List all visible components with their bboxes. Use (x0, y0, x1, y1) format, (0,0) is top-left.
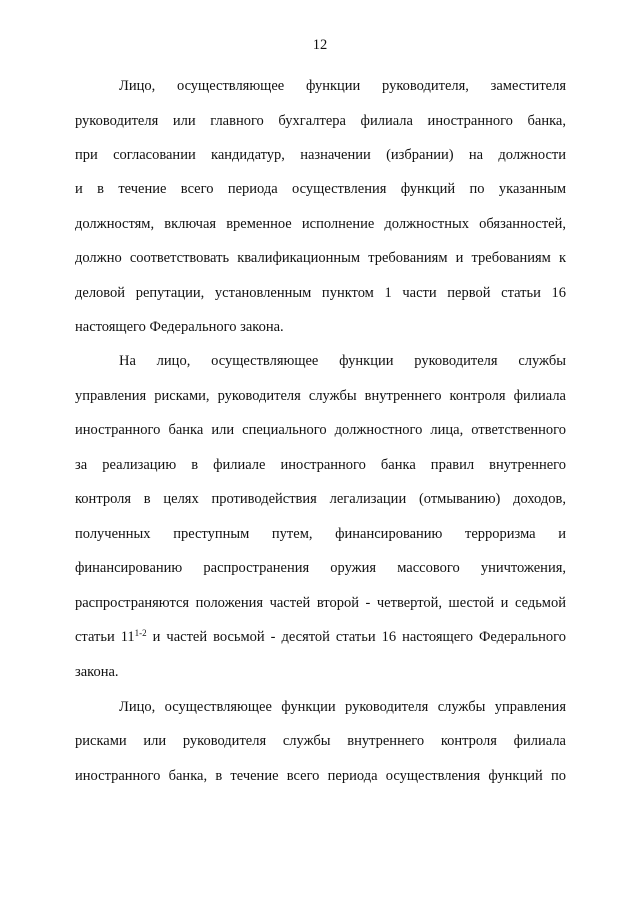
paragraph-1-line-8: настоящего Федерального закона. (75, 319, 284, 335)
paragraph-2-line-5: контроля в целях противодействия легализации (отмыванию) доходов, (75, 491, 566, 507)
paragraph-1-line-3: при согласовании кандидатур, назначении (избрании) на должности (75, 147, 566, 163)
paragraph-3-line-1: Лицо, осуществляющее функции руководителя службы управления (119, 699, 566, 715)
page-number: 12 (312, 37, 328, 53)
paragraph-2-line-4: за реализацию в филиале иностранного банка правил внутреннего (75, 457, 566, 473)
paragraph-2-line-2: управления рисками, руководителя службы внутреннего контроля филиала (75, 388, 566, 404)
paragraph-1-line-6: должно соответствовать квалификационным требованиям и требованиям к (75, 250, 566, 266)
paragraph-1-line-2: руководителя или главного бухгалтера филиала иностранного банка, (75, 113, 566, 129)
paragraph-2-line-7: финансированию распространения оружия массового уничтожения, (75, 560, 566, 576)
paragraph-2-article-line (75, 627, 566, 647)
paragraph-1-line-5: должностям, включая временное исполнение должностных обязанностей, (75, 216, 566, 232)
paragraph-2-line-3: иностранного банка или специального должностного лица, ответственного (75, 422, 566, 438)
paragraph-2-line-8: распространяются положения частей второй - четвертой, шестой и седьмой (75, 595, 566, 611)
paragraph-3-line-2: рисками или руководителя службы внутреннего контроля филиала (75, 733, 566, 749)
paragraph-2-line-6: полученных преступным путем, финансированию терроризма и (75, 526, 566, 542)
paragraph-1-line-7: деловой репутации, установленным пунктом 1 части первой статьи 16 (75, 285, 566, 301)
article-reference: статьи 11 (75, 629, 135, 645)
paragraph-3-line-3: иностранного банка, в течение всего периода осуществления функций по (75, 768, 566, 784)
paragraph-1-line-4: и в течение всего периода осуществления функций по указанным (75, 181, 566, 197)
paragraph-2-line-1: На лицо, осуществляющее функции руководителя службы (119, 353, 566, 369)
article-line-continuation: и частей восьмой - десятой статьи 16 настоящего Федерального (146, 629, 566, 645)
paragraph-1-line-1: Лицо, осуществляющее функции руководителя, заместителя (119, 78, 566, 94)
paragraph-2-final-line: закона. (75, 664, 119, 680)
article-superscript: 1-2 (134, 628, 147, 638)
